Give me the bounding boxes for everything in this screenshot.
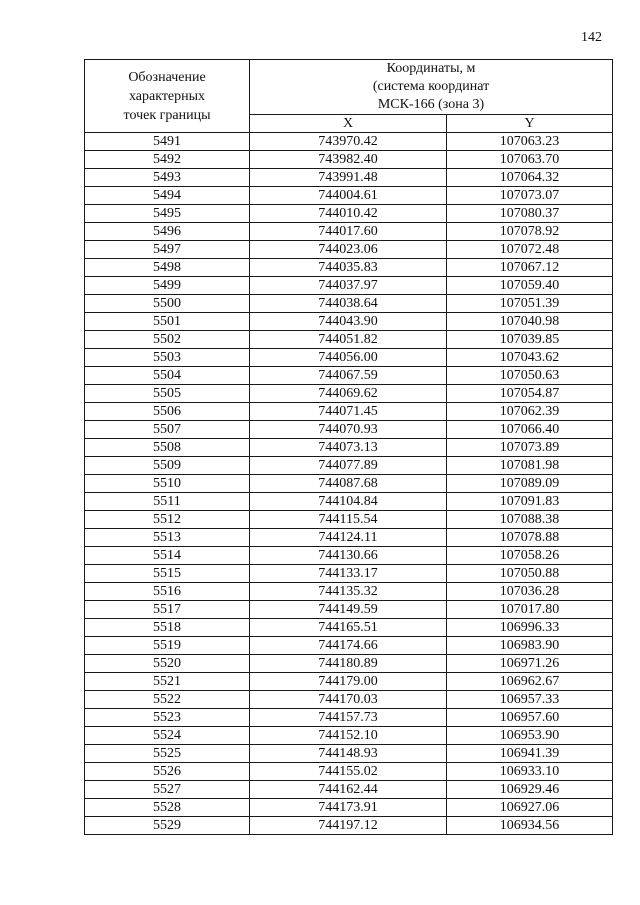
header-coord-line: (система координат [372,79,490,94]
y-coordinate-cell: 107050.63 [447,367,613,385]
y-coordinate-cell: 106933.10 [447,763,613,781]
point-id-cell: 5491 [85,133,250,151]
x-coordinate-cell: 744179.00 [250,673,447,691]
point-id-cell: 5518 [85,619,250,637]
table-row [85,529,613,547]
point-id-cell: 5514 [85,547,250,565]
x-coordinate-cell: 744165.51 [250,619,447,637]
y-coordinate-cell: 107054.87 [447,385,613,403]
x-coordinate-cell: 744157.73 [250,709,447,727]
point-id-cell: 5503 [85,349,250,367]
header-coordinates [250,60,613,115]
table-body [85,133,613,835]
table-row [85,763,613,781]
point-id-cell: 5524 [85,727,250,745]
x-coordinate-cell: 744023.06 [250,241,447,259]
point-id-cell: 5519 [85,637,250,655]
header-x: X [250,115,447,133]
table-row [85,745,613,763]
header-name-line: точек границы [123,107,211,123]
table-row [85,511,613,529]
point-id-cell: 5509 [85,457,250,475]
header-y: Y [447,115,613,133]
table-row [85,709,613,727]
y-coordinate-cell: 107072.48 [447,241,613,259]
x-coordinate-cell: 744170.03 [250,691,447,709]
x-coordinate-cell: 744087.68 [250,475,447,493]
y-coordinate-cell: 107078.88 [447,529,613,547]
x-coordinate-cell: 744073.13 [250,439,447,457]
header-coord-line: Координаты, м [386,61,476,76]
table-row [85,241,613,259]
y-coordinate-cell: 107073.89 [447,439,613,457]
x-coordinate-cell: 744148.93 [250,745,447,763]
table-row [85,817,613,835]
y-coordinate-cell: 107040.98 [447,313,613,331]
x-coordinate-cell: 744174.66 [250,637,447,655]
y-coordinate-cell: 107078.92 [447,223,613,241]
x-coordinate-cell: 744017.60 [250,223,447,241]
y-coordinate-cell: 107062.39 [447,403,613,421]
table-row [85,421,613,439]
table-row [85,673,613,691]
y-coordinate-cell: 107039.85 [447,331,613,349]
x-coordinate-cell: 744071.45 [250,403,447,421]
point-id-cell: 5495 [85,205,250,223]
x-coordinate-cell: 744010.42 [250,205,447,223]
y-coordinate-cell: 107080.37 [447,205,613,223]
point-id-cell: 5504 [85,367,250,385]
table-row [85,619,613,637]
point-id-cell: 5512 [85,511,250,529]
y-coordinate-cell: 107058.26 [447,547,613,565]
table-row [85,385,613,403]
y-coordinate-cell: 106971.26 [447,655,613,673]
y-coordinate-cell: 107050.88 [447,565,613,583]
y-coordinate-cell: 106962.67 [447,673,613,691]
x-coordinate-cell: 744152.10 [250,727,447,745]
y-coordinate-cell: 107091.83 [447,493,613,511]
point-id-cell: 5527 [85,781,250,799]
x-coordinate-cell: 744035.83 [250,259,447,277]
x-coordinate-cell: 744104.84 [250,493,447,511]
point-id-cell: 5500 [85,295,250,313]
x-coordinate-cell: 744043.90 [250,313,447,331]
y-coordinate-cell: 106996.33 [447,619,613,637]
table-header [85,60,613,133]
point-id-cell: 5497 [85,241,250,259]
x-coordinate-cell: 743991.48 [250,169,447,187]
y-coordinate-cell: 106957.60 [447,709,613,727]
table-row [85,493,613,511]
table-row [85,205,613,223]
point-id-cell: 5523 [85,709,250,727]
x-coordinate-cell: 744180.89 [250,655,447,673]
y-coordinate-cell: 106934.56 [447,817,613,835]
table-row [85,367,613,385]
x-coordinate-cell: 744135.32 [250,583,447,601]
y-coordinate-cell: 106941.39 [447,745,613,763]
x-coordinate-cell: 744069.62 [250,385,447,403]
y-coordinate-cell: 107036.28 [447,583,613,601]
x-coordinate-cell: 744149.59 [250,601,447,619]
point-id-cell: 5526 [85,763,250,781]
table-row [85,331,613,349]
y-coordinate-cell: 107063.23 [447,133,613,151]
table-row [85,655,613,673]
table-row [85,313,613,331]
y-coordinate-cell: 107051.39 [447,295,613,313]
y-coordinate-cell: 107059.40 [447,277,613,295]
point-id-cell: 5492 [85,151,250,169]
header-point-designation [85,60,250,133]
x-coordinate-cell: 744038.64 [250,295,447,313]
y-coordinate-cell: 106927.06 [447,799,613,817]
table-row [85,727,613,745]
table-row [85,691,613,709]
x-coordinate-cell: 744051.82 [250,331,447,349]
y-coordinate-cell: 107067.12 [447,259,613,277]
y-coordinate-cell: 107073.07 [447,187,613,205]
x-coordinate-cell: 744173.91 [250,799,447,817]
x-coordinate-cell: 744115.54 [250,511,447,529]
header-name-line: характерных [128,88,206,104]
y-coordinate-cell: 107066.40 [447,421,613,439]
point-id-cell: 5521 [85,673,250,691]
point-id-cell: 5522 [85,691,250,709]
point-id-cell: 5510 [85,475,250,493]
table-row [85,781,613,799]
table-row [85,349,613,367]
table-row [85,547,613,565]
point-id-cell: 5501 [85,313,250,331]
table-row [85,583,613,601]
table-row [85,565,613,583]
x-coordinate-cell: 744070.93 [250,421,447,439]
table-row [85,151,613,169]
y-coordinate-cell: 107081.98 [447,457,613,475]
table-row [85,637,613,655]
point-id-cell: 5507 [85,421,250,439]
table-row [85,133,613,151]
coordinates-table [84,59,613,835]
table-row [85,295,613,313]
point-id-cell: 5505 [85,385,250,403]
x-coordinate-cell: 744133.17 [250,565,447,583]
y-coordinate-cell: 107043.62 [447,349,613,367]
point-id-cell: 5516 [85,583,250,601]
x-coordinate-cell: 744067.59 [250,367,447,385]
point-id-cell: 5506 [85,403,250,421]
table-row [85,403,613,421]
y-coordinate-cell: 106953.90 [447,727,613,745]
header-coord-line: МСК-166 (зона 3) [377,97,485,112]
table-row [85,187,613,205]
y-coordinate-cell: 107063.70 [447,151,613,169]
point-id-cell: 5496 [85,223,250,241]
table-row [85,277,613,295]
table-row [85,457,613,475]
y-coordinate-cell: 107089.09 [447,475,613,493]
table-row [85,439,613,457]
point-id-cell: 5529 [85,817,250,835]
y-coordinate-cell: 107064.32 [447,169,613,187]
point-id-cell: 5498 [85,259,250,277]
point-id-cell: 5508 [85,439,250,457]
x-coordinate-cell: 744130.66 [250,547,447,565]
x-coordinate-cell: 744162.44 [250,781,447,799]
x-coordinate-cell: 744056.00 [250,349,447,367]
x-coordinate-cell: 744077.89 [250,457,447,475]
table-row [85,169,613,187]
header-name-line: Обозначение [128,69,206,85]
y-coordinate-cell: 106983.90 [447,637,613,655]
table-row [85,475,613,493]
table-row [85,601,613,619]
x-coordinate-cell: 744037.97 [250,277,447,295]
table-row [85,799,613,817]
x-coordinate-cell: 744124.11 [250,529,447,547]
point-id-cell: 5502 [85,331,250,349]
x-coordinate-cell: 743970.42 [250,133,447,151]
y-coordinate-cell: 107017.80 [447,601,613,619]
x-coordinate-cell: 743982.40 [250,151,447,169]
point-id-cell: 5513 [85,529,250,547]
x-coordinate-cell: 744155.02 [250,763,447,781]
point-id-cell: 5499 [85,277,250,295]
x-coordinate-cell: 744197.12 [250,817,447,835]
point-id-cell: 5494 [85,187,250,205]
point-id-cell: 5525 [85,745,250,763]
table-row [85,223,613,241]
point-id-cell: 5493 [85,169,250,187]
y-coordinate-cell: 106929.46 [447,781,613,799]
y-coordinate-cell: 106957.33 [447,691,613,709]
point-id-cell: 5511 [85,493,250,511]
table-row [85,259,613,277]
y-coordinate-cell: 107088.38 [447,511,613,529]
point-id-cell: 5515 [85,565,250,583]
point-id-cell: 5517 [85,601,250,619]
x-coordinate-cell: 744004.61 [250,187,447,205]
page-number: 142 [581,30,602,45]
point-id-cell: 5528 [85,799,250,817]
point-id-cell: 5520 [85,655,250,673]
